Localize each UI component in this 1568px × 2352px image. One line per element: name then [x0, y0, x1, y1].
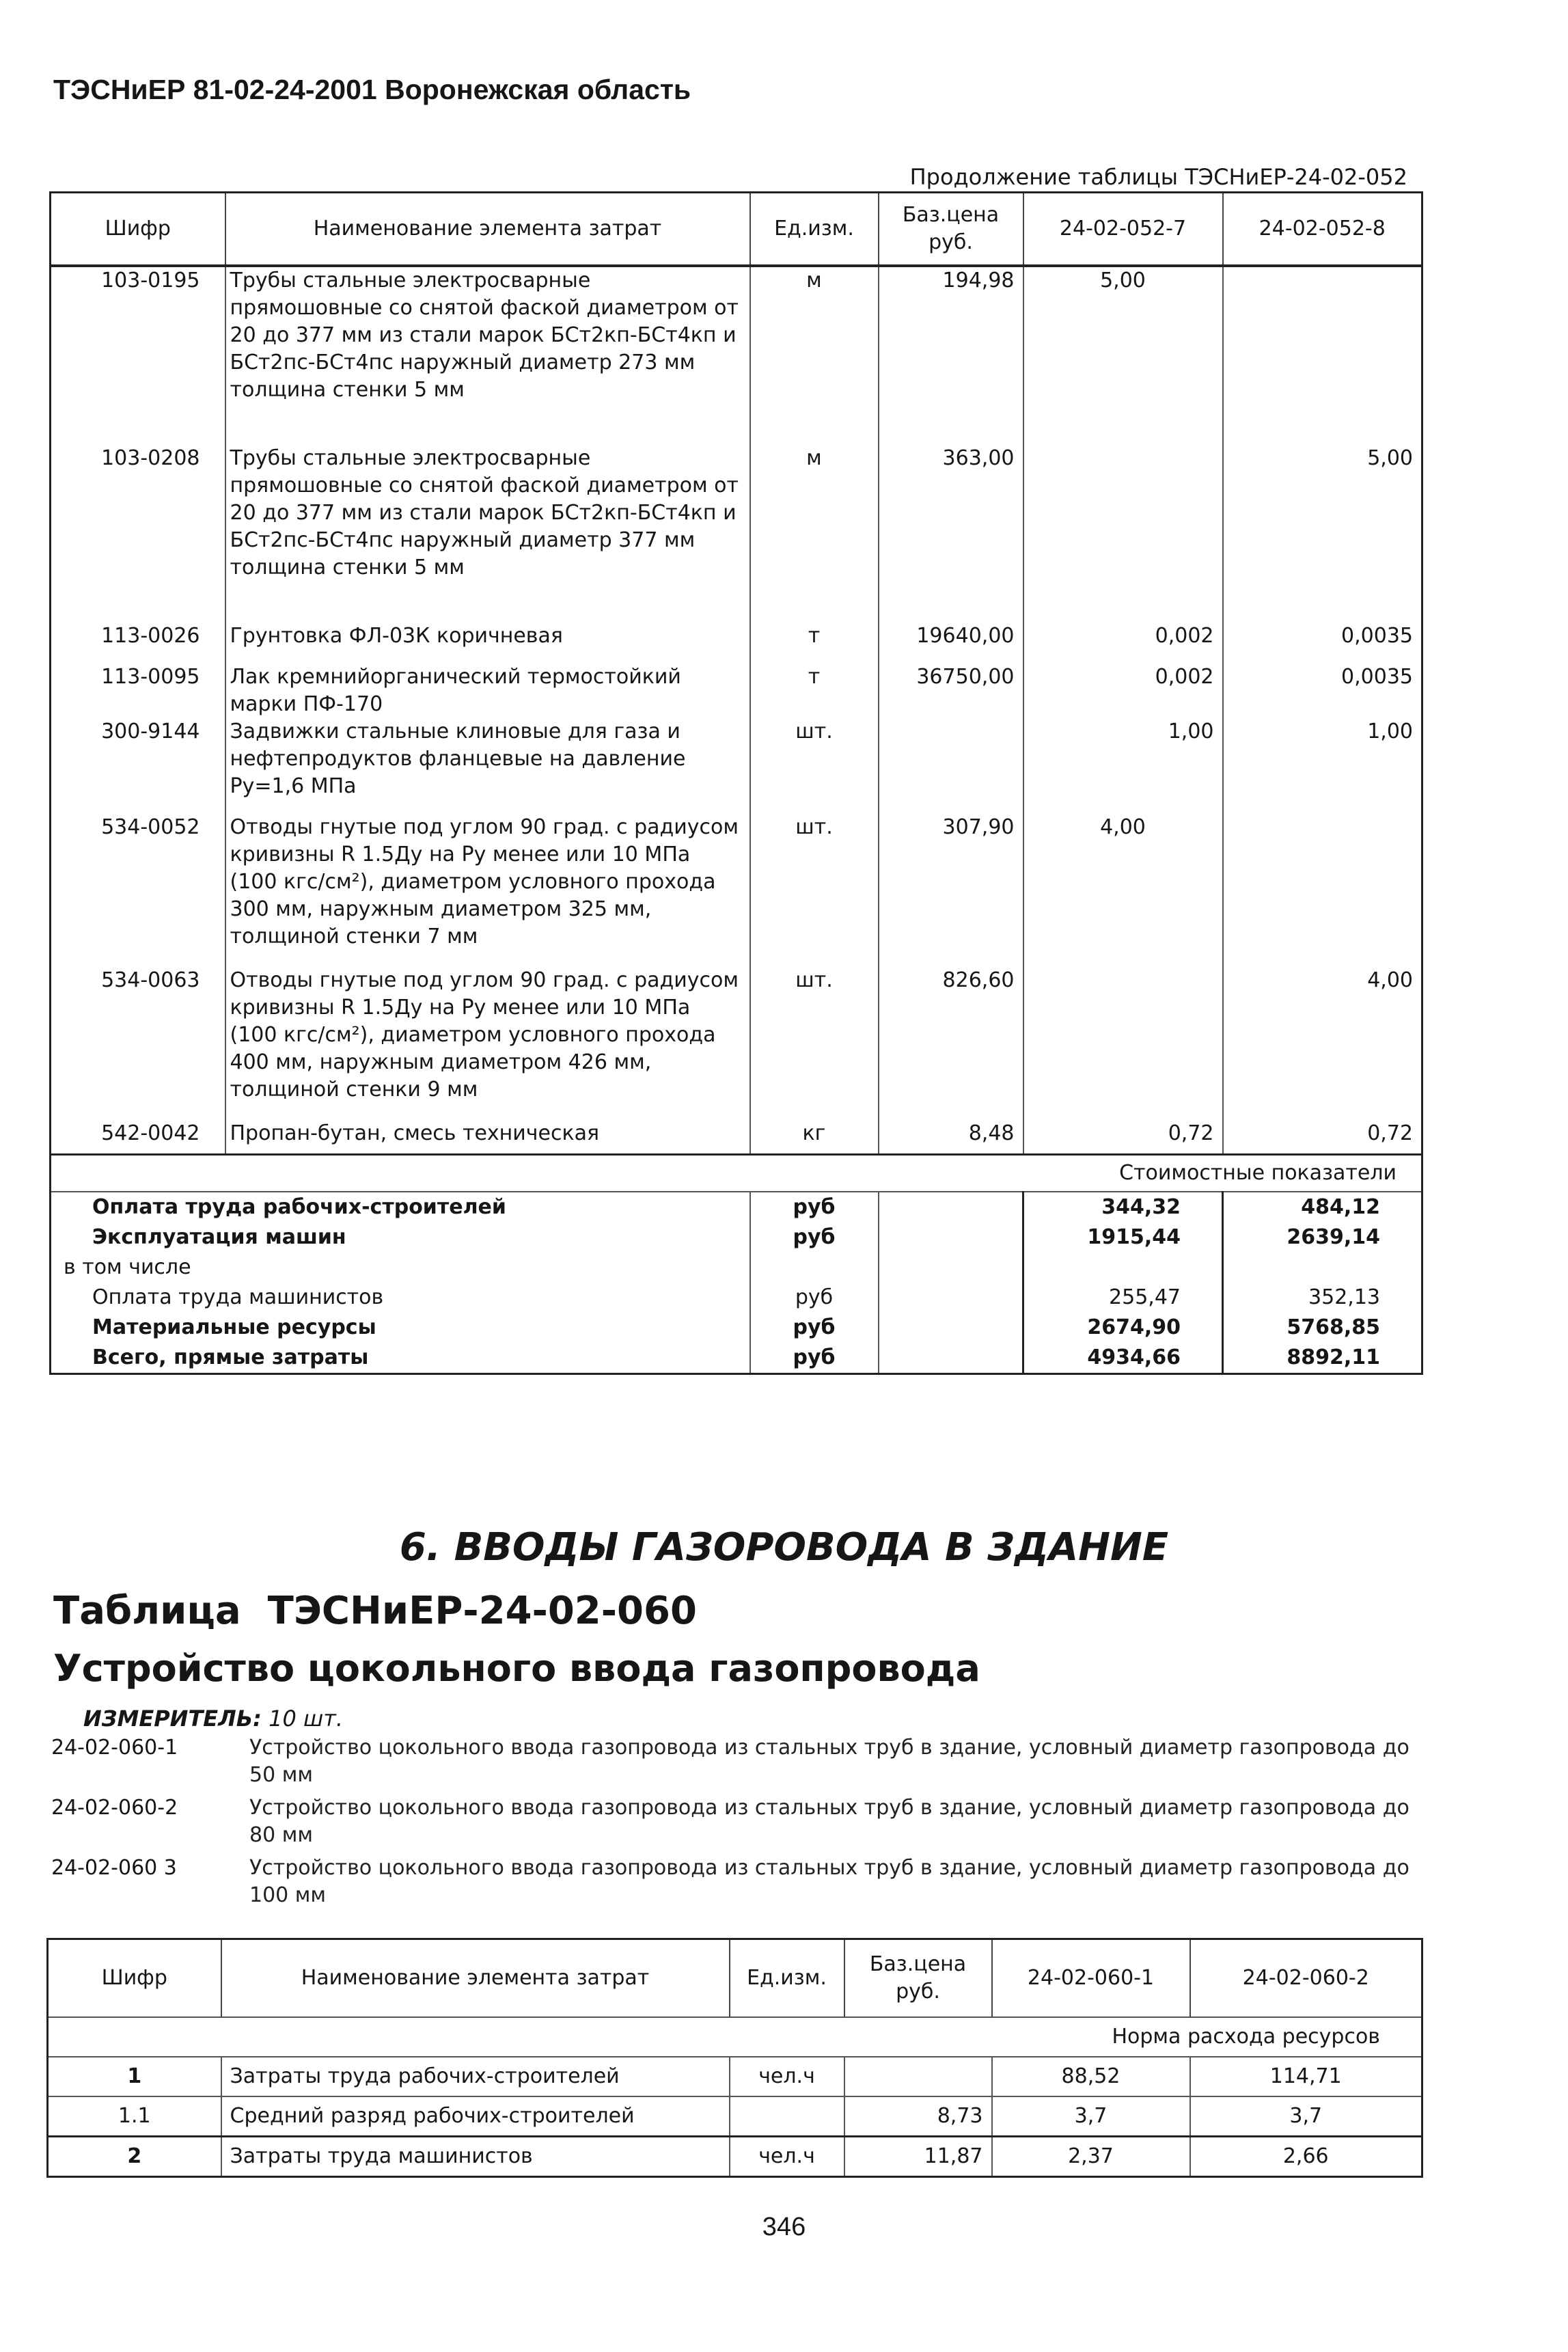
row-unit: кг — [750, 1120, 879, 1154]
definition-item — [51, 1794, 1418, 1849]
col-header-norm-1: 24-02-052-7 — [1023, 193, 1223, 266]
summary-label: Материальные ресурсы — [92, 1315, 376, 1339]
summary-label: в том числе — [64, 1255, 191, 1279]
row-price: 8,48 — [879, 1120, 1023, 1154]
row-value-1: 5,00 — [1023, 266, 1223, 445]
row-price: 307,90 — [879, 814, 1023, 967]
row-price: 8,73 — [844, 2096, 992, 2137]
table-row — [51, 266, 1422, 445]
row-value-1: 1,00 — [1023, 718, 1223, 814]
row-code: 534-0052 — [101, 815, 200, 839]
measure-unit — [83, 1706, 343, 1732]
table-row — [51, 1120, 1422, 1154]
summary-label: Всего, прямые затраты — [92, 1345, 369, 1369]
col-header-code: Шифр — [101, 1966, 167, 1990]
row-name: Затраты труда рабочих-строителей — [221, 2057, 730, 2096]
summary-value-2 — [1223, 1253, 1422, 1283]
summary-value-1 — [1023, 1253, 1223, 1283]
summary-unit: руб — [750, 1192, 879, 1222]
row-unit: чел.ч — [730, 2057, 844, 2096]
col-header-unit: Ед.изм. — [730, 1939, 844, 2018]
row-price — [844, 2057, 992, 2096]
summary-value-2: 484,12 — [1223, 1192, 1422, 1222]
row-price: 36750,00 — [879, 664, 1023, 718]
row-unit — [730, 2096, 844, 2137]
summary-price — [879, 1222, 1023, 1253]
definition-text: Устройство цокольного ввода газопровода из стальных труб в здание, условный диаметр газопровода до 80 мм — [249, 1796, 1409, 1847]
row-value-2: 0,0035 — [1223, 664, 1422, 718]
table-row — [51, 718, 1422, 814]
row-value-1 — [1023, 445, 1223, 623]
row-name: Отводы гнутые под углом 90 град. с радиусом кривизны R 1.5Ду на Ру менее или 10 МПа (100 кгс/см²), диаметром условного прохода 400 мм, наружным диаметром 426 мм, толщиной стенки 9 мм — [225, 967, 750, 1120]
summary-value-1: 344,32 — [1023, 1192, 1223, 1222]
col-header-code: Шифр — [51, 193, 225, 266]
row-code: 103-0208 — [101, 446, 200, 470]
summary-price — [879, 1313, 1023, 1343]
row-unit: чел.ч — [730, 2137, 844, 2177]
row-price: 11,87 — [844, 2137, 992, 2177]
row-value-2 — [1223, 814, 1422, 967]
row-name: Грунтовка ФЛ-03К коричневая — [225, 623, 750, 664]
row-code: 1 — [48, 2057, 221, 2096]
col-header-name: Наименование элемента затрат — [225, 193, 750, 266]
row-name: Средний разряд рабочих-строителей — [221, 2096, 730, 2137]
table-row — [51, 664, 1422, 718]
section-title: 6. ВВОДЫ ГАЗОРОВОДА В ЗДАНИЕ — [399, 1525, 1169, 1570]
row-name: Пропан-бутан, смесь техническая — [225, 1120, 750, 1154]
summary-unit — [750, 1253, 879, 1283]
row-code: 542-0042 — [101, 1121, 200, 1145]
summary-label: Эксплуатация машин — [92, 1225, 346, 1249]
row-price: 194,98 — [879, 266, 1023, 445]
table-row — [51, 445, 1422, 623]
summary-price — [879, 1283, 1023, 1313]
resource-table-24-02-052 — [49, 191, 1423, 1375]
definition-text: Устройство цокольного ввода газопровода из стальных труб в здание, условный диаметр газопровода до 100 мм — [249, 1856, 1409, 1907]
row-code: 300-9144 — [101, 720, 200, 743]
row-value-2: 5,00 — [1223, 445, 1422, 623]
row-name: Лак кремнийорганический термостойкий марки ПФ-170 — [225, 664, 750, 718]
definition-code: 24-02-060 3 — [51, 1856, 177, 1880]
document-header: ТЭСНиЕР 81-02-24-2001 Воронежская область — [53, 74, 691, 105]
row-value-1: 3,7 — [992, 2096, 1190, 2137]
summary-value-2: 5768,85 — [1223, 1313, 1422, 1343]
col-header-price: Баз.цена руб. — [879, 193, 1023, 266]
row-unit: шт. — [750, 967, 879, 1120]
row-value-2: 0,72 — [1223, 1120, 1422, 1154]
row-unit: шт. — [750, 718, 879, 814]
measure-unit-label: ИЗМЕРИТЕЛЬ: — [83, 1706, 262, 1732]
summary-row — [51, 1253, 1422, 1283]
summary-value-1: 1915,44 — [1023, 1222, 1223, 1253]
summary-unit: руб — [750, 1343, 879, 1374]
summary-label: Оплата труда рабочих-строителей — [51, 1192, 750, 1222]
definition-code: 24-02-060-2 — [51, 1796, 178, 1820]
summary-price — [879, 1343, 1023, 1374]
table-title: Таблица ТЭСНиЕР-24-02-060 — [53, 1589, 697, 1633]
summary-row — [51, 1192, 1422, 1222]
col-header-name: Наименование элемента затрат — [221, 1939, 730, 2018]
row-price: 19640,00 — [879, 623, 1023, 664]
summary-value-2: 352,13 — [1223, 1283, 1422, 1313]
row-value-2: 114,71 — [1190, 2057, 1422, 2096]
norm-definitions — [51, 1734, 1418, 1915]
col-header-unit: Ед.изм. — [750, 193, 879, 266]
row-name: Отводы гнутые под углом 90 град. с радиусом кривизны R 1.5Ду на Ру менее или 10 МПа (100 кгс/см²), диаметром условного прохода 300 мм, наружным диаметром 325 мм, толщиной стенки 7 мм — [225, 814, 750, 967]
table-header-row — [51, 193, 1422, 266]
table-row — [51, 623, 1422, 664]
row-unit: шт. — [750, 814, 879, 967]
row-unit: т — [750, 623, 879, 664]
summary-value-2: 8892,11 — [1223, 1343, 1422, 1374]
norm-label: Норма расхода ресурсов — [48, 2017, 1422, 2057]
row-unit: м — [750, 445, 879, 623]
row-name: Затраты труда машинистов — [221, 2137, 730, 2177]
col-header-price: Баз.цена руб. — [844, 1939, 992, 2018]
row-code: 534-0063 — [101, 968, 200, 992]
table-row — [48, 2137, 1422, 2177]
table-header-row — [48, 1939, 1422, 2018]
row-name: Трубы стальные электросварные прямошовные со снятой фаской диаметром от 20 до 377 мм из стали марок БСт2кп-БСт4кп и БСт2пс-БСт4пс наружный диаметр 273 мм толщина стенки 5 мм — [225, 266, 750, 445]
table-row — [51, 967, 1422, 1120]
row-value-1: 4,00 — [1023, 814, 1223, 967]
row-unit: м — [750, 266, 879, 445]
table-row — [48, 2096, 1422, 2137]
row-code: 113-0095 — [101, 665, 200, 689]
summary-price — [879, 1192, 1023, 1222]
row-value-2: 4,00 — [1223, 967, 1422, 1120]
definition-item — [51, 1855, 1418, 1909]
col-header-norm-2: 24-02-060-2 — [1190, 1939, 1422, 2018]
table-row — [48, 2057, 1422, 2096]
row-value-2: 1,00 — [1223, 718, 1422, 814]
summary-row — [51, 1313, 1422, 1343]
table-row — [51, 814, 1422, 967]
row-value-1 — [1023, 967, 1223, 1120]
row-price: 826,60 — [879, 967, 1023, 1120]
page-number: 346 — [762, 2213, 806, 2241]
summary-price — [879, 1253, 1023, 1283]
row-code: 2 — [48, 2137, 221, 2177]
row-code: 103-0195 — [101, 269, 200, 292]
summary-row — [51, 1283, 1422, 1313]
definition-text: Устройство цокольного ввода газопровода из стальных труб в здание, условный диаметр газопровода до 50 мм — [249, 1736, 1409, 1787]
table-continuation-note: Продолжение таблицы ТЭСНиЕР-24-02-052 — [909, 164, 1407, 190]
row-value-1: 0,72 — [1023, 1120, 1223, 1154]
norm-label-row — [48, 2017, 1422, 2057]
cost-indicators-label: Стоимостные показатели — [51, 1154, 1422, 1192]
summary-row — [51, 1222, 1422, 1253]
row-value-1: 88,52 — [992, 2057, 1190, 2096]
row-value-2: 0,0035 — [1223, 623, 1422, 664]
summary-unit: руб — [750, 1283, 879, 1313]
col-header-norm-2: 24-02-052-8 — [1223, 193, 1422, 266]
row-value-1: 0,002 — [1023, 664, 1223, 718]
row-unit: т — [750, 664, 879, 718]
row-code: 113-0026 — [101, 624, 200, 648]
summary-label: Оплата труда машинистов — [92, 1285, 384, 1309]
resource-table-24-02-060 — [46, 1938, 1423, 2178]
row-value-2: 2,66 — [1190, 2137, 1422, 2177]
definition-code: 24-02-060-1 — [51, 1736, 178, 1760]
cost-indicators-row — [51, 1154, 1422, 1192]
summary-value-1: 2674,90 — [1023, 1313, 1223, 1343]
measure-unit-value: 10 шт. — [269, 1706, 344, 1732]
summary-value-1: 255,47 — [1023, 1283, 1223, 1313]
summary-value-2: 2639,14 — [1223, 1222, 1422, 1253]
row-price — [879, 718, 1023, 814]
summary-row — [51, 1343, 1422, 1374]
row-value-1: 2,37 — [992, 2137, 1190, 2177]
summary-value-1: 4934,66 — [1023, 1343, 1223, 1374]
row-code: 1.1 — [48, 2096, 221, 2137]
row-value-1: 0,002 — [1023, 623, 1223, 664]
table-subtitle: Устройство цокольного ввода газопровода — [53, 1647, 980, 1690]
definition-item — [51, 1734, 1418, 1789]
row-price: 363,00 — [879, 445, 1023, 623]
row-value-2 — [1223, 266, 1422, 445]
row-name: Задвижки стальные клиновые для газа и нефтепродуктов фланцевые на давление Ру=1,6 МПа — [225, 718, 750, 814]
row-value-2: 3,7 — [1190, 2096, 1422, 2137]
summary-unit: руб — [750, 1222, 879, 1253]
col-header-norm-1: 24-02-060-1 — [992, 1939, 1190, 2018]
summary-unit: руб — [750, 1313, 879, 1343]
row-name: Трубы стальные электросварные прямошовные со снятой фаской диаметром от 20 до 377 мм из стали марок БСт2кп-БСт4кп и БСт2пс-БСт4пс наружный диаметр 377 мм толщина стенки 5 мм — [225, 445, 750, 623]
